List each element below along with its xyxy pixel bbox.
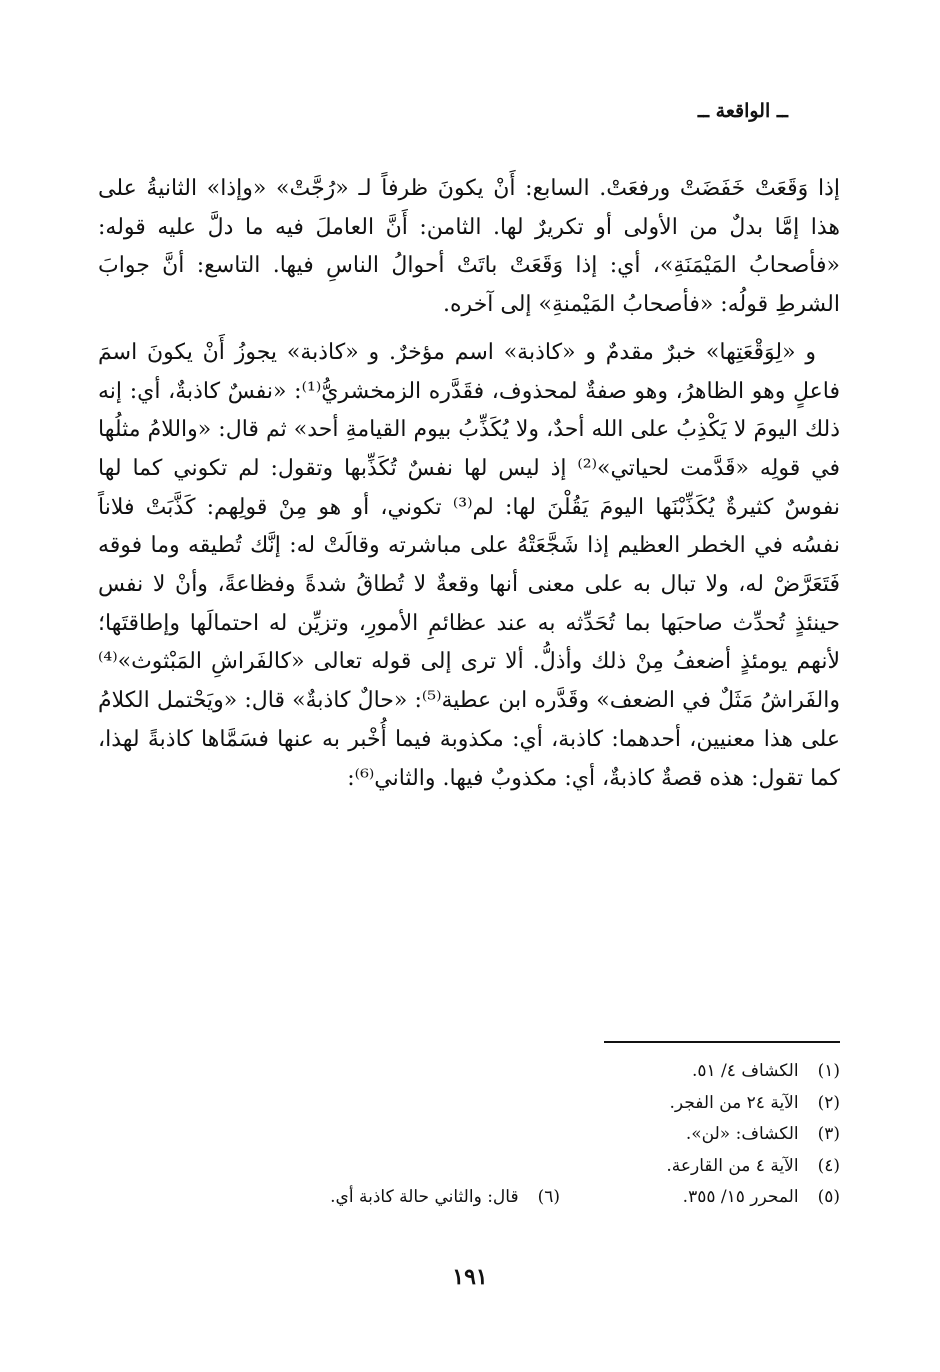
page-number: ١٩١ [452,1264,488,1290]
body-text [98,170,840,798]
footnote-number: (١) [817,1061,840,1081]
footnote-text: الكشاف ٤/ ٥١. [691,1061,799,1081]
footnote-text: قال: والثاني حالة كاذبة أي. [330,1187,519,1207]
footnote-3 [510,1119,840,1151]
footnote-text: المحرر ١٥/ ٣٥٥. [682,1187,799,1207]
footnote-2 [510,1088,840,1120]
footnote-text: الآية ٤ من القارعة. [666,1155,799,1176]
footnote-1 [510,1056,840,1088]
footnotes-column-left [160,1182,560,1214]
footnote-number: (٣) [817,1124,840,1144]
footnote-separator [604,1041,840,1043]
footnote-number: (٥) [817,1187,840,1207]
paragraph-1: إذا وَقَعَتْ خَفَضَتْ ورفعَتْ. السابع: أَنْ يكونَ ظرفاً لـ «رُجَّتْ» «وإذا» الثانيةُ على هذا إمَّا بدلٌ من الأولى أو تكريرٌ لها. الثامن: أَنَّ العاملَ فيه ما دلَّ عليه قوله: «فأصحابُ المَيْمَنَةِ»، أي: إذا وَقَعَتْ باتَتْ أحوالُ الناسِ فيها. التاسع: أنَّ جوابَ الشرطِ قولُه: «فأصحابُ المَيْمنةِ» إلى آخره. [98,176,840,318]
footnote-number: (٦) [537,1187,560,1207]
footnote-text: الكشاف: «لن». [685,1124,799,1144]
footnote-6 [160,1182,560,1214]
footnote-number: (٤) [817,1155,840,1176]
footnote-number: (٢) [817,1092,840,1113]
footnote-text: الآية ٢٤ من الفجر. [669,1092,799,1113]
running-header: ــ الواقعة ــ [697,100,788,122]
paragraph-2: و «لِوَقْعَتِها» خبرٌ مقدمٌ و «كاذبة» اسم مؤخرٌ. و «كاذبة» يجوزُ أَنْ يكونَ اسمَ فاعلٍ وهو الظاهرُ، وهو صفةٌ لمحذوف، فقَدَّره الزمخشريُّ⁽¹⁾: «نفسٌ كاذبةٌ، أي: إنه ذلك اليومَ لا يَكْذِبُ على الله أحدٌ، ولا يُكَذِّبُ بيوم القيامةِ أحد» ثم قال: «واللامُ مثلُها في قولِه «قَدَّمت لحياتي»⁽²⁾ إذ ليس لها نفسٌ تُكَذِّبها وتقول: لم تكوني كما لها نفوسٌ كثيرةٌ يُكَذِّبْنَها اليومَ يَقُلْنَ لها: لم⁽³⁾ تكوني، أو هو مِنْ قولِهم: كَذَّبَتْ فلاناً نفسُه في الخطر العظيم إذا شَجَّعَتْهُ على مباشرته وقالَتْ له: إنَّك تُطيقه وما فوقه فَتَعَرَّضْ له، ولا تبال به على معنى أنها وقعةٌ لا تُطاقُ شدةً وفظاعةً، وأنْ لا نفس حينئذٍ تُحدِّث صاحبَها بما تُحَدِّثه به عند عظائمِ الأمورِ، وتزيِّن له احتمالَها وإطاقتَها؛ لأنهم يومئذٍ أضعفُ مِنْ ذلك وأذلُّ. ألا ترى إلى قوله تعالى «كالفَراشِ المَبْثوث»⁽⁴⁾ والفَراشُ مَثَلٌ في الضعف» وقَدَّره ابن عطية⁽⁵⁾: «حالٌ كاذبةٌ» قال: «ويَحْتمل الكلامُ على هذا معنيين، أحدهما: كاذبة، أي: مكذوبة فيما أُخْبر به عنها فسَمَّاها كاذبةً لهذا، كما تقول: هذه قصةٌ كاذبةٌ، أي: مكذوبٌ فيها. والثاني⁽⁶⁾: [98,339,840,791]
footnote-4 [510,1151,840,1183]
